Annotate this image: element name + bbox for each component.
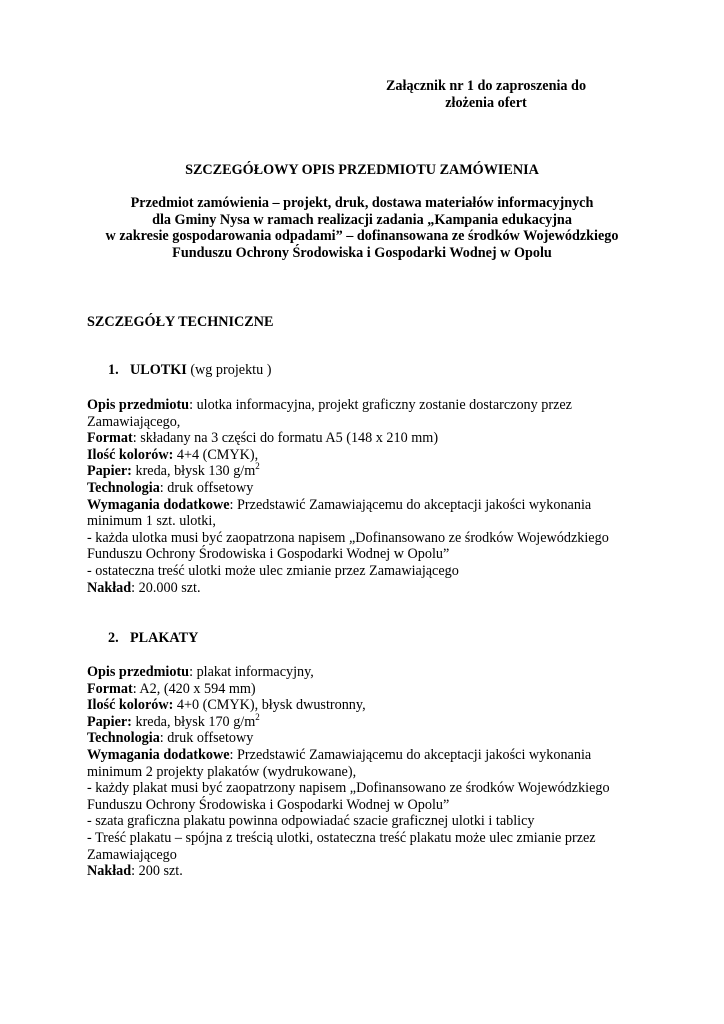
section-name: ULOTKI (130, 362, 187, 378)
requirements-line: - Treść plakatu – spójna z treścią ulotki, ostateczna treść plakatu może ulec zmianie przez (87, 829, 596, 846)
quantity-value: : 20.000 szt. (131, 579, 201, 596)
colors-label: Ilość kolorów: (87, 697, 174, 714)
requirements-line: Zamawiającego (87, 846, 177, 863)
quantity-label: Nakład (87, 579, 132, 596)
requirements-label: Wymagania dodatkowe (87, 496, 230, 513)
paper-row (87, 463, 647, 480)
format-label: Format (87, 680, 133, 697)
section-heading-leaflets (108, 362, 271, 379)
technology-row (87, 480, 647, 497)
colors-value: 4+4 (CMYK), (173, 446, 259, 463)
requirements-row (87, 747, 647, 764)
requirements-row (87, 497, 647, 514)
annex-line-1: Załącznik nr 1 do zaproszenia do (385, 78, 587, 94)
technology-row (87, 730, 647, 747)
annex-line-2: złożenia ofert (445, 94, 527, 111)
paper-superscript: 2 (255, 711, 260, 722)
technology-value: : druk offsetowy (159, 730, 254, 747)
document-title: SZCZEGÓŁOWY OPIS PRZEDMIOTU ZAMÓWIENIA (185, 162, 539, 178)
paper-label: Papier: (87, 463, 132, 480)
subject-line-2: dla Gminy Nysa w ramach realizacji zadania „Kampania edukacyjna (152, 211, 572, 228)
technology-label: Technologia (87, 479, 160, 496)
format-label: Format (87, 430, 133, 447)
colors-row (87, 447, 647, 464)
paper-value: kreda, błysk 130 g/m (131, 463, 256, 480)
colors-row (87, 697, 647, 714)
requirements-line: minimum 1 szt. ulotki, (87, 513, 216, 530)
colors-label: Ilość kolorów: (87, 446, 174, 463)
section-body-leaflets (87, 397, 647, 596)
requirements-line: minimum 2 projekty plakatów (wydrukowane), (87, 763, 357, 780)
description-continuation: Zamawiającego, (87, 413, 181, 430)
order-subject (0, 195, 724, 261)
description-label: Opis przedmiotu (87, 397, 190, 413)
requirements-line: - ostateczna treść ulotki może ulec zmianie przez Zamawiającego (87, 562, 459, 579)
technology-value: : druk offsetowy (159, 479, 254, 496)
paper-label: Papier: (87, 713, 132, 730)
subject-line-4: Funduszu Ochrony Środowiska i Gospodarki Wodnej w Opolu (172, 244, 552, 261)
requirements-value: : Przedstawić Zamawiającemu do akceptacji jakości wykonania (229, 496, 592, 513)
description-row (87, 664, 647, 681)
description-row (87, 397, 647, 414)
section-body-posters (87, 664, 647, 880)
requirements-line: - każdy plakat musi być zaopatrzony napisem „Dofinansowano ze środków Wojewódzkiego (87, 780, 610, 797)
description-value: : ulotka informacyjna, projekt graficzny zostanie dostarczony przez (189, 397, 572, 413)
requirements-line: Funduszu Ochrony Środowiska i Gospodarki Wodnej w Opolu” (87, 546, 450, 563)
format-value: : składany na 3 części do formatu A5 (148 x 210 mm) (132, 430, 439, 447)
section-heading-posters (108, 630, 198, 647)
section-number: 1. (108, 362, 119, 378)
requirements-line: - każda ulotka musi być zaopatrzona napisem „Dofinansowano ze środków Wojewódzkiego (87, 529, 609, 546)
requirements-line: - szata graficzna plakatu powinna odpowiadać szacie graficznej ulotki i tablicy (87, 813, 535, 830)
paper-superscript: 2 (255, 461, 260, 472)
description-label: Opis przedmiotu (87, 664, 190, 680)
quantity-row (87, 580, 647, 597)
technology-label: Technologia (87, 730, 160, 747)
description-value: : plakat informacyjny, (189, 664, 314, 680)
requirements-line: Funduszu Ochrony Środowiska i Gospodarki Wodnej w Opolu” (87, 796, 450, 813)
annex-label (336, 78, 636, 111)
subject-line-1: Przedmiot zamówienia – projekt, druk, dostawa materiałów informacyjnych (130, 195, 594, 211)
format-value: : A2, (420 x 594 mm) (132, 680, 256, 697)
quantity-label: Nakład (87, 863, 132, 880)
paper-value: kreda, błysk 170 g/m (131, 713, 256, 730)
format-row (87, 430, 647, 447)
colors-value: 4+0 (CMYK), błysk dwustronny, (173, 697, 366, 714)
quantity-row (87, 863, 647, 880)
paper-row (87, 711, 647, 731)
section-name: PLAKATY (130, 630, 199, 646)
requirements-label: Wymagania dodatkowe (87, 746, 230, 763)
requirements-value: : Przedstawić Zamawiającemu do akceptacji jakości wykonania (229, 746, 592, 763)
subject-line-3: w zakresie gospodarowania odpadami” – dofinansowana ze środków Wojewódzkiego (105, 228, 619, 245)
format-row (87, 681, 647, 698)
section-number: 2. (108, 630, 119, 646)
quantity-value: : 200 szt. (131, 863, 183, 880)
technical-details-heading: SZCZEGÓŁY TECHNICZNE (87, 314, 274, 330)
section-note: (wg projektu ) (186, 362, 272, 378)
